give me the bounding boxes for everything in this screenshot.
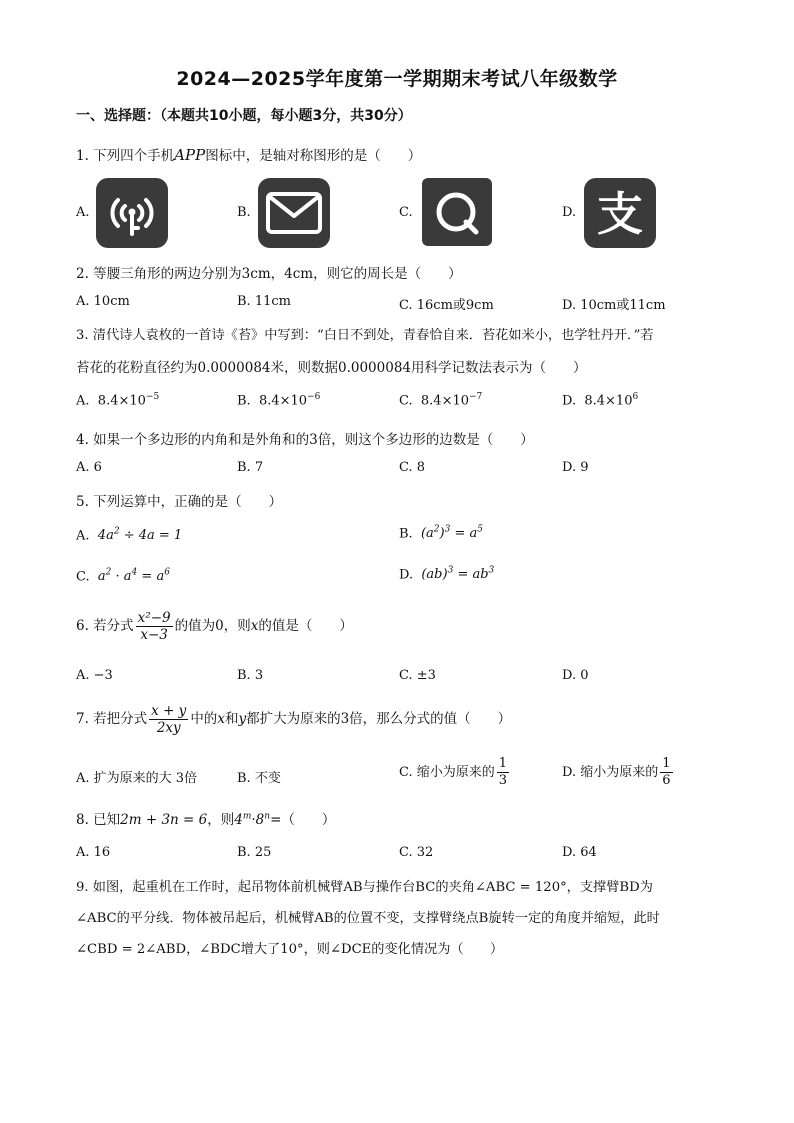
q7-option-c: C. 缩小为原来的 $\frac{1}{3}$ (399, 756, 508, 788)
zhi-character-glyph: 支 (597, 187, 643, 241)
q4-option-d: D. 9 (562, 460, 589, 475)
question-7-stem: 7. 若把分式 $\frac{x + y}{2xy}$ 中的x和y都扩大为原来的3倍，那么分式的值（ ） (76, 703, 512, 736)
q4-option-b: B. 7 (237, 460, 264, 475)
q7-option-b: B. 不变 (237, 771, 281, 786)
section-heading: 一、选择题：（本题共10小题，每小题3分，共30分） (76, 108, 412, 124)
q4-option-a: A. 6 (76, 460, 102, 475)
q1-option-c-label: C. (399, 205, 413, 220)
question-3-line-2: 苔花的花粉直径约为0.0000084米，则数据0.0000084用科学记数法表示为（ ） (76, 360, 587, 376)
zhi-character-icon (584, 178, 656, 252)
q3-option-b: B. $8.4\times 10^{-6}$ (237, 392, 321, 409)
q2-option-a: A. 10cm (76, 294, 130, 309)
page-title: 2024—2025学年度第一学期期末考试八年级数学 (176, 68, 618, 90)
question-6-stem: 6. 若分式 $\frac{\text{x²−9}}{x-3}$ 的值为0，则x的值是（ ） (76, 610, 353, 643)
q8-option-d: D. 64 (562, 845, 597, 860)
q6-fraction: $\frac{\text{x²−9}}{x-3}$ (137, 610, 171, 643)
q7-fraction: $\frac{x + y}{2xy}$ (151, 703, 187, 736)
q6-option-d: D. 0 (562, 668, 589, 683)
question-5-stem: 5. 下列运算中，正确的是（ ） (76, 494, 283, 510)
q1-stem-part-a: 1. 下列四个手机 (76, 148, 175, 164)
q7-option-a: A. 扩为原来的大 3倍 (76, 771, 198, 786)
q2-option-d: D. 10cm或11cm (562, 298, 666, 313)
question-9-line-1: 9. 如图，起重机在工作时，起吊物体前机械臂AB与操作台BC的夹角∠ABC = 120°，支撑臂BD为 (76, 880, 653, 895)
question-1-stem (76, 144, 421, 164)
q7-option-c-fraction: $\frac{1}{3}$ (498, 756, 508, 788)
q6-option-c: C. ±3 (399, 668, 436, 683)
q5-option-c: C. $a^2 \cdot a^4 = a^6$ (76, 568, 170, 585)
q1-app-text: APP (174, 146, 206, 164)
q4-option-c: C. 8 (399, 460, 426, 475)
q8-option-a: A. 16 (76, 845, 111, 860)
mail-envelope-icon (258, 178, 330, 252)
question-3-line-1: 3. 清代诗人袁枚的一首诗《苔》中写到：“白日不到处，青春恰自来．苔花如米小，也学牡丹开．”若 (76, 328, 654, 343)
question-8-stem: 8. 已知2m + 3n = 6，则$4^m\cdot 8^n=$（ ） (76, 811, 336, 828)
question-4-stem: 4. 如果一个多边形的内角和是外角和的3倍，则这个多边形的边数是（ ） (76, 432, 534, 448)
question-2-stem: 2. 等腰三角形的两边分别为3cm，4cm，则它的周长是（ ） (76, 266, 462, 282)
q3-option-a: A. $8.4\times 10^{-5}$ (76, 392, 160, 409)
q7-option-d: D. 缩小为原来的 $\frac{1}{6}$ (562, 756, 671, 788)
question-9-line-3: ∠CBD = 2∠ABD，∠BDC增大了10°，则∠DCE的变化情况为（ ） (76, 942, 504, 957)
q5-option-a: A. $4a^2 \div 4a = 1$ (76, 527, 183, 544)
q5-option-d: D. $(ab)^3 = ab^3$ (399, 566, 495, 583)
q5-option-b: B. $(a^2)^3 = a^5$ (399, 525, 483, 542)
q6-option-b: B. 3 (237, 668, 264, 683)
q1-option-a-label: A. (76, 205, 90, 220)
q1-option-b-label: B. (237, 205, 251, 220)
q7-option-d-fraction: $\frac{1}{6}$ (662, 756, 671, 788)
q3-option-c: C. $8.4\times 10^{-7}$ (399, 392, 483, 409)
q2-option-c: C. 16cm或9cm (399, 298, 494, 313)
q6-option-a: A. −3 (76, 668, 113, 683)
question-9-line-2: ∠ABC的平分线．物体被吊起后，机械臂AB的位置不变，支撑臂绕点B旋转一定的角度并缩短，此时 (76, 911, 660, 926)
q8-option-c: C. 32 (399, 845, 434, 860)
q-letter-icon (422, 178, 492, 250)
q2-option-b: B. 11cm (237, 294, 291, 309)
signal-broadcast-icon (96, 178, 168, 252)
q1-stem-part-b: 图标中，是轴对称图形的是（ ） (205, 148, 422, 164)
q1-option-d-label: D. (562, 205, 577, 220)
q3-option-d: D. $8.4\times 10^6$ (562, 392, 639, 409)
q8-option-b: B. 25 (237, 845, 272, 860)
